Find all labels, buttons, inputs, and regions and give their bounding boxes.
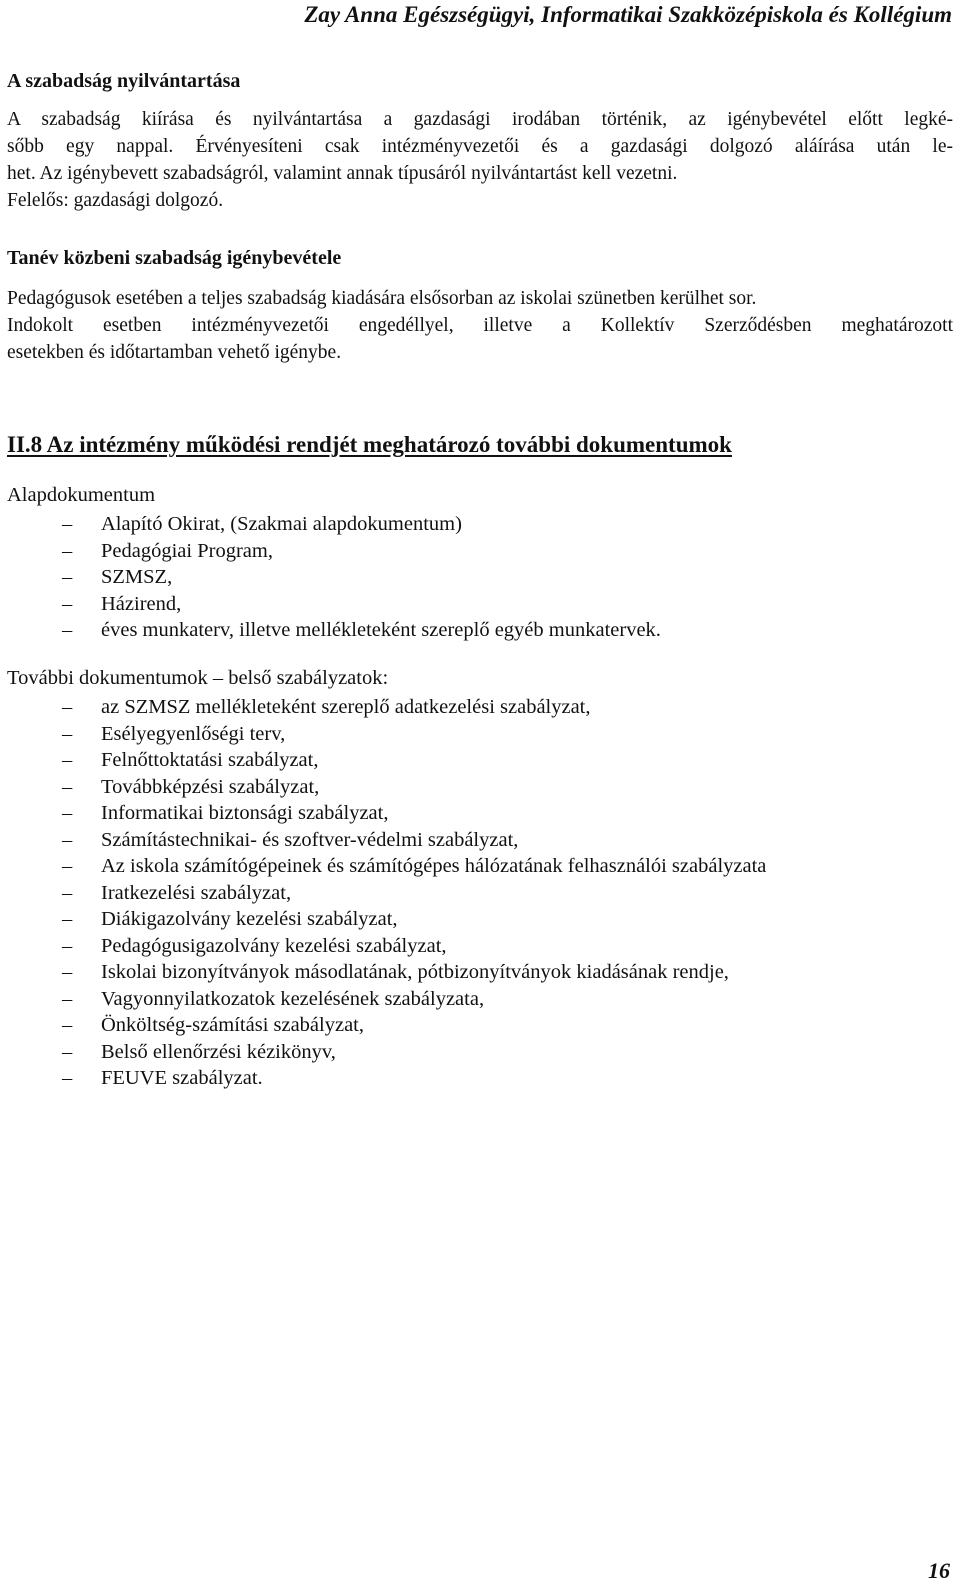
page-number: 16 [928, 1558, 950, 1583]
paragraph-line: Indokolt esetben intézményvezetői engedéllyel, illetve a Kollektív Szerződésben meghatározott [7, 315, 953, 336]
list-item-text: éves munkaterv, illetve mellékleteként szereplő egyéb munkatervek. [101, 619, 661, 641]
dash-bullet: – [62, 513, 73, 535]
dash-bullet: – [62, 881, 73, 904]
list-item-text: FEUVE szabályzat. [101, 1067, 263, 1089]
base-documents-intro: Alapdokumentum [7, 484, 156, 506]
dash-bullet: – [62, 592, 73, 615]
list-item-text: Felnőttoktatási szabályzat, [101, 749, 319, 771]
paragraph-line-responsible: Felelős: gazdasági dolgozó. [7, 190, 224, 211]
dash-bullet: – [62, 987, 73, 1010]
list-item-text: Iratkezelési szabályzat, [101, 881, 292, 904]
dash-bullet: – [62, 961, 73, 983]
dash-bullet: – [62, 1014, 73, 1036]
section-title-school-year-leave: Tanév közbeni szabadság igénybevétele [7, 247, 342, 269]
paragraph-school-year-leave [7, 285, 953, 366]
dash-bullet: – [62, 855, 73, 877]
chapter-title: II.8 Az intézmény működési rendjét meghatározó további dokumentumok [7, 432, 732, 457]
list-item-text: Vagyonnyilatkozatok kezelésének szabályzata, [101, 987, 485, 1010]
paragraph-leave-records [7, 106, 953, 214]
paragraph-line: A szabadság kiírása és nyilvántartása a gazdasági irodában történik, az igénybevétel előtt legké- [7, 109, 953, 130]
paragraph-line: het. Az igénybevett szabadságról, valamint annak típusáról nyilvántartást kell vezetni. [7, 163, 678, 184]
list-item-text: Belső ellenőrzési kézikönyv, [101, 1040, 336, 1063]
paragraph-line: esetekben és időtartamban vehető igénybe. [7, 342, 342, 363]
dash-bullet: – [62, 934, 73, 957]
list-item-text: SZMSZ, [101, 566, 173, 588]
list-item-text: Alapító Okirat, (Szakmai alapdokumentum) [101, 513, 462, 535]
dash-bullet: – [62, 1040, 73, 1063]
dash-bullet: – [62, 1067, 73, 1089]
list-item-text: Pedagógiai Program, [101, 539, 273, 562]
list-item-text: Számítástechnikai- és szoftver-védelmi szabályzat, [101, 828, 519, 851]
list-item-text: Pedagógusigazolvány kezelési szabályzat, [101, 934, 447, 957]
list-item-text: Az iskola számítógépeinek és számítógépes hálózatának felhasználói szabályzata [101, 855, 767, 877]
dash-bullet: – [62, 828, 73, 851]
dash-bullet: – [62, 749, 73, 771]
list-item-text: Esélyegyenlőségi terv, [101, 722, 286, 745]
dash-bullet: – [62, 775, 73, 798]
paragraph-line: Pedagógusok esetében a teljes szabadság kiadására elsősorban az iskolai szünetben kerülhet sor. [7, 288, 757, 309]
paragraph-line: sőbb egy nappal. Érvényesíteni csak intézményvezetői és a gazdasági dolgozó aláírása után le- [7, 136, 953, 157]
dash-bullet: – [62, 539, 73, 562]
dash-bullet: – [62, 566, 73, 588]
list-item-text: Diákigazolvány kezelési szabályzat, [101, 908, 398, 930]
dash-bullet: – [62, 696, 73, 718]
list-item-text: Önköltség-számítási szabályzat, [101, 1014, 364, 1036]
dash-bullet: – [62, 722, 73, 745]
page-header-school-name: Zay Anna Egészségügyi, Informatikai Szakközépiskola és Kollégium [304, 2, 952, 27]
list-item-text: Továbbképzési szabályzat, [101, 775, 320, 798]
list-item-text: Házirend, [101, 592, 182, 615]
dash-bullet: – [62, 619, 73, 641]
dash-bullet: – [62, 802, 73, 824]
list-item-text: Informatikai biztonsági szabályzat, [101, 802, 389, 824]
list-item-text: Iskolai bizonyítványok másodlatának, pótbizonyítványok kiadásának rendje, [101, 961, 729, 983]
additional-documents-intro: További dokumentumok – belső szabályzatok: [7, 667, 389, 689]
list-item-text: az SZMSZ mellékleteként szereplő adatkezelési szabályzat, [101, 696, 591, 718]
section-title-leave-records: A szabadság nyilvántartása [7, 70, 241, 92]
dash-bullet: – [62, 908, 73, 930]
